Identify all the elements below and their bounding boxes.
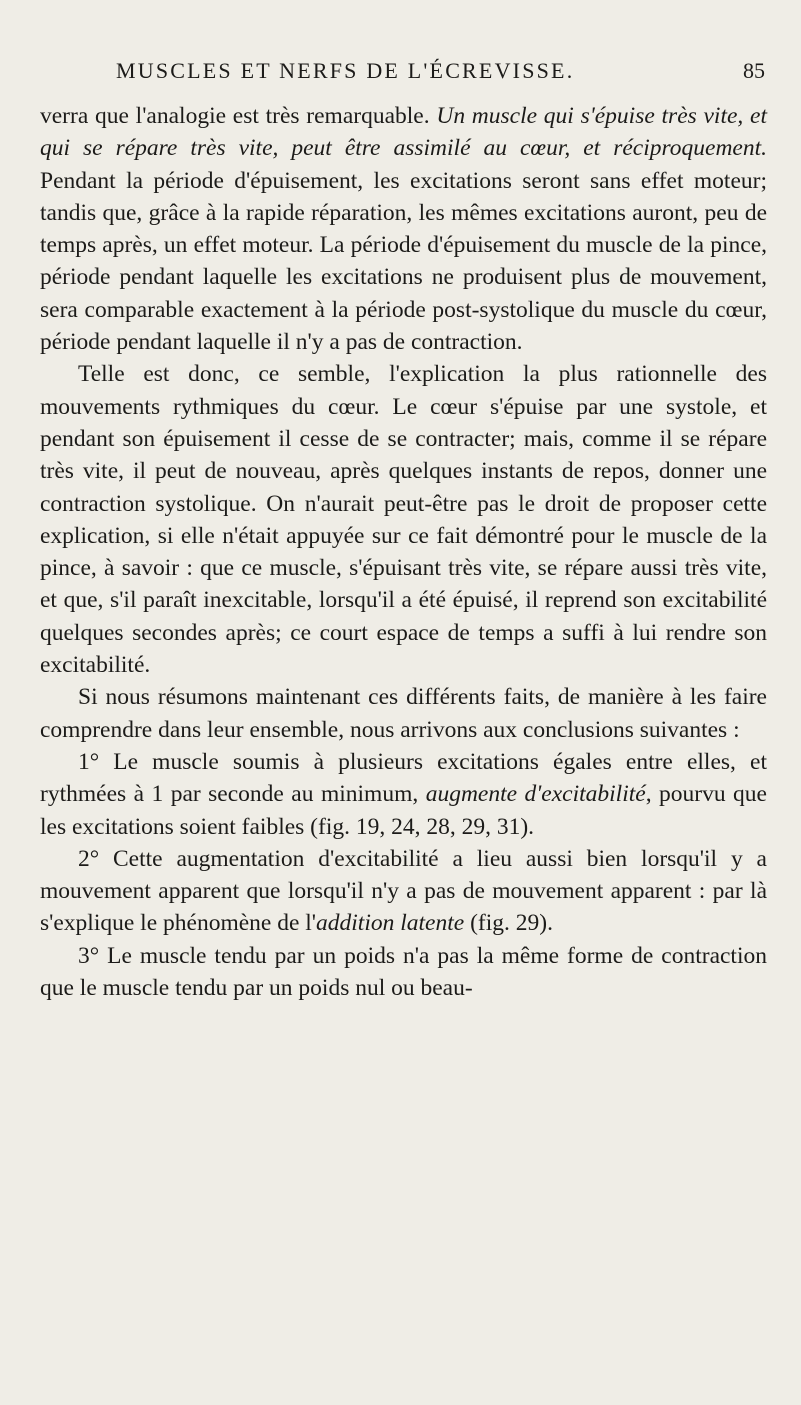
paragraph-text: , pourvu que les excitations soient faibles (fig. 19, 24, 28, 29, 31). — [40, 781, 767, 840]
conclusion-2 — [40, 843, 767, 940]
italic-term: augmente d'excitabilité — [425, 781, 646, 808]
paragraph — [40, 100, 767, 358]
body-text — [40, 100, 767, 1004]
paragraph-text: 1° Le muscle soumis à plusieurs excitations égales entre elles, et rythmées à 1 par seconde au minimum, — [40, 748, 767, 808]
paragraph — [40, 358, 767, 681]
paragraph-text: Si nous résumons maintenant ces différents faits, de manière à les faire comprendre dans leur ensemble, nous arrivons aux conclusions suivantes : — [40, 684, 767, 743]
conclusion-3 — [40, 940, 767, 1005]
paragraph-text: 2° Cette augmentation d'excitabilité a lieu aussi bien lorsqu'il y a mouvement apparent que lorsqu'il n'y a pas de mouvement apparent : par là s'explique le phénomène de l' — [40, 845, 767, 937]
italic-term: addition latente — [316, 910, 465, 937]
paragraph-text: 3° Le muscle tendu par un poids n'a pas la même forme de contraction que le muscle tendu par un poids nul ou beau- — [40, 942, 767, 1002]
italic-statement: Un muscle qui s'épuise très vite, et qui se répare très vite, peut être assimilé au cœur, et réciproquement. — [40, 103, 767, 162]
running-head — [40, 58, 767, 86]
paragraph-text: Pendant la période d'épuisement, les excitations seront sans effet moteur; tandis que, grâce à la rapide réparation, les mêmes excitations auront, peu de temps après, un effet moteur. La période d'épuisement du muscle de la pince, période pendant laquelle les excitations ne produisent plus de mouvement, sera comparable exactement à la période post-systolique du muscle du cœur, période pendant laquelle il n'y a pas de contraction. — [40, 167, 767, 356]
running-title: MUSCLES ET NERFS DE L'ÉCREVISSE. — [116, 58, 575, 83]
paragraph-text: verra que l'analogie est très remarquable. — [40, 103, 437, 129]
paragraph-text: Telle est donc, ce semble, l'explication la plus rationnelle des mouvements rythmiques du cœur. Le cœur s'épuise par une systole, et pendant son épuisement il cesse de se contracter; mais, comme il se répare très vite, il peut de nouveau, après quelques instants de repos, donner une contraction systolique. On n'aurait peut-être pas le droit de proposer cette explication, si elle n'était appuyée sur ce fait démontré pour le muscle de la pince, à savoir : que ce muscle, s'épuisant très vite, se répare aussi très vite, et que, s'il paraît inexcitable, lorsqu'il a été épuisé, il reprend son excitabilité quelques secondes après; ce court espace de temps a suffi à lui rendre son excitabilité. — [40, 361, 767, 679]
paragraph-text: (fig. 29). — [464, 910, 553, 937]
paragraph — [40, 681, 767, 746]
conclusion-1 — [40, 746, 767, 843]
page-number: 85 — [743, 58, 765, 83]
